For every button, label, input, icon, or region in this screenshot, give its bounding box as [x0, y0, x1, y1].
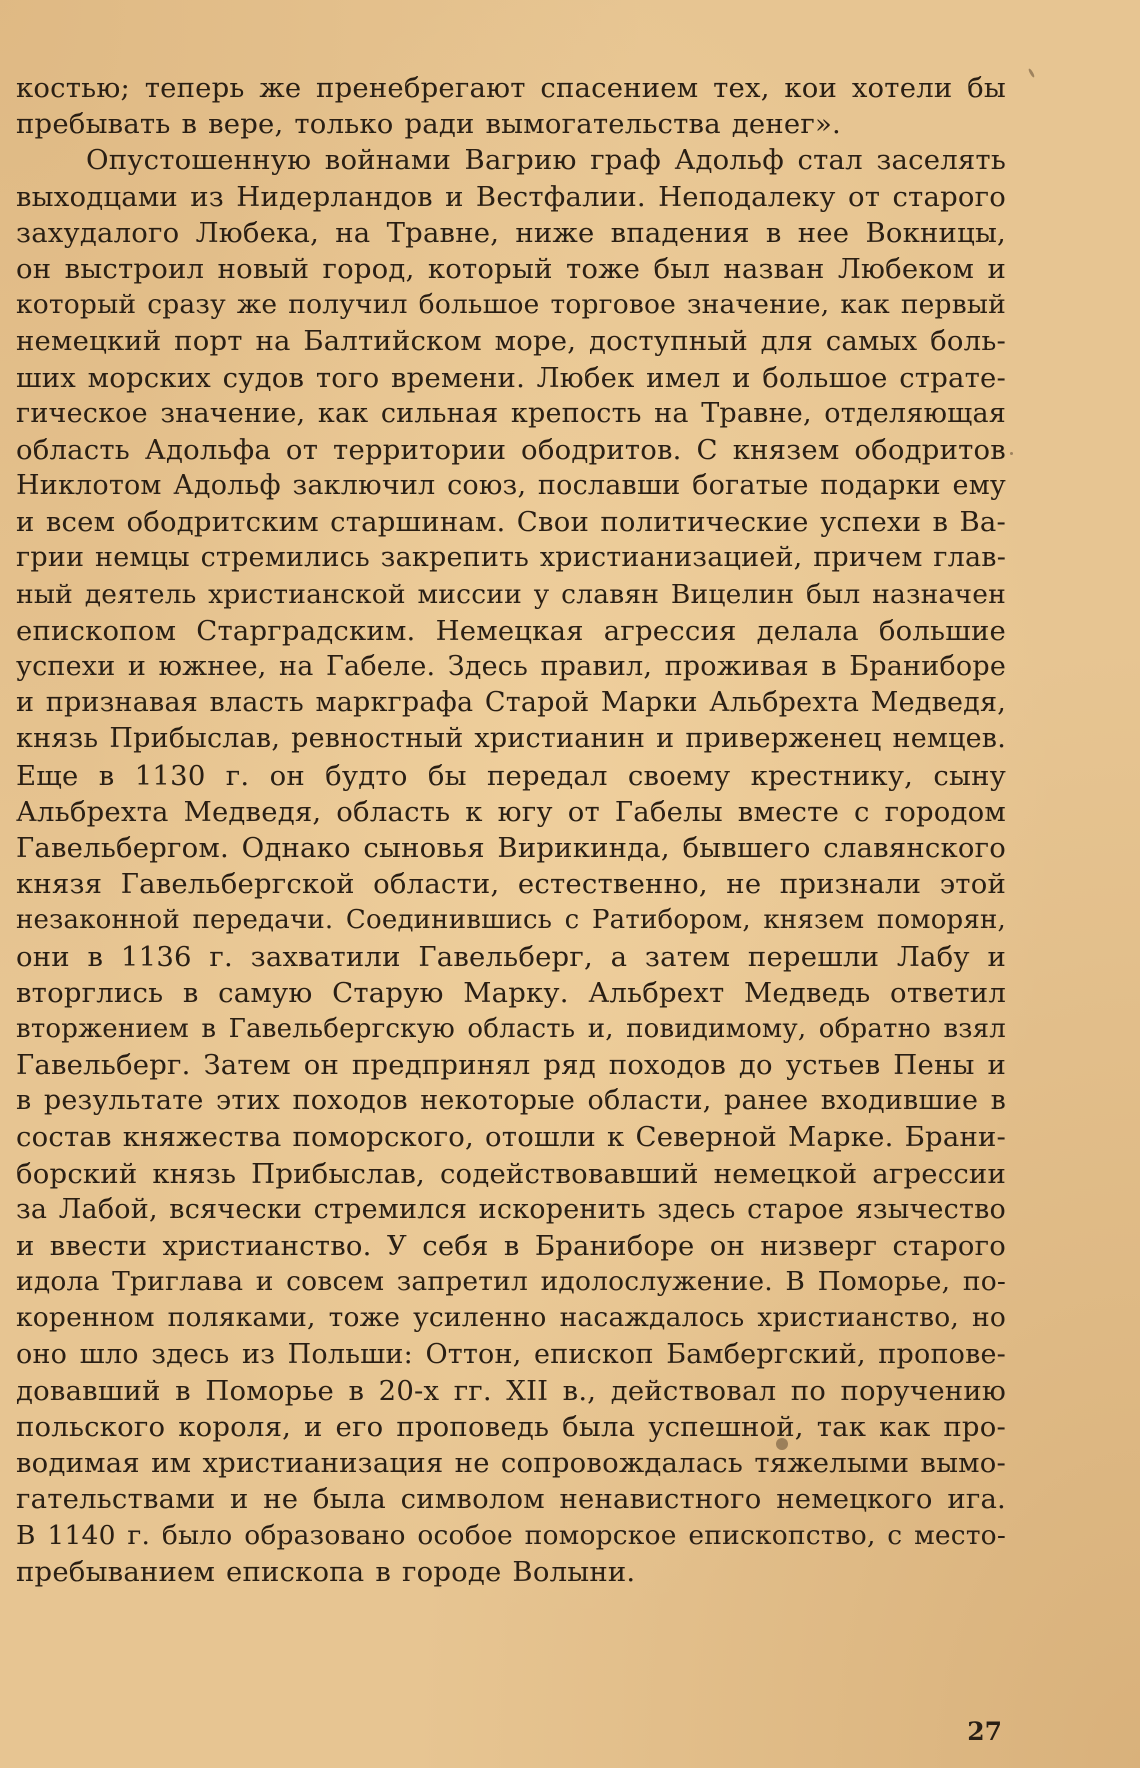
text-line: и всем ободритским старшинам. Свои политические успехи в Ва-: [16, 506, 1006, 539]
paper-speck: [1028, 68, 1036, 78]
text-line: князь Прибыслав, ревностный христианин и приверженец немцев.: [16, 723, 1006, 755]
text-line: довавший в Поморье в 20-х гг. XII в., действовал по поручению: [16, 1374, 1006, 1407]
text-line: гическое значение, как сильная крепость на Травне, отделяющая: [16, 397, 1006, 429]
text-line: водимая им христианизация не сопровождалась тяжелыми вымо-: [16, 1447, 1006, 1480]
text-line: гательствами и не была символом ненавистного немецкого ига.: [16, 1483, 1006, 1516]
text-line: вторглись в самую Старую Марку. Альбрехт Медведь ответил: [16, 976, 1006, 1009]
text-line: незаконной передачи. Соединившись с Ратибором, князем поморян,: [16, 905, 1006, 936]
text-line: идола Триглава и совсем запретил идолослужение. В Поморье, по-: [16, 1266, 1006, 1298]
text-line: пребывать в вере, только ради вымогательства денег».: [16, 108, 841, 141]
text-line: грии немцы стремились закрепить христианизацией, причем глав-: [16, 542, 1006, 574]
text-line: Никлотом Адольф заключил союз, пославши богатые подарки ему: [16, 470, 1006, 502]
text-line: борский князь Прибыслав, содействовавший немецкой агрессии: [16, 1157, 1006, 1190]
text-line: состав княжества поморского, отошли к Северной Марке. Брани-: [16, 1121, 1006, 1154]
page-number: 27: [967, 1717, 1002, 1746]
text-line: выходцами из Нидерландов и Вестфалии. Неподалеку от старого: [16, 180, 1006, 213]
text-line: область Адольфа от территории ободритов. С князем ободритов: [16, 433, 1006, 466]
text-line: Альбрехта Медведя, область к югу от Габелы вместе с городом: [16, 795, 1006, 828]
text-line: захудалого Любека, на Травне, ниже впадения в нее Вокницы,: [16, 216, 1006, 249]
text-line: ших морских судов того времени. Любек имел и большое страте-: [16, 361, 1006, 394]
text-line: костью; теперь же пренебрегают спасением тех, кои хотели бы: [16, 72, 1006, 104]
text-line: Опустошенную войнами Вагрию граф Адольф стал заселять: [86, 144, 1006, 177]
paper-speck: [1010, 452, 1013, 455]
text-line: они в 1136 г. захватили Гавельберг, а затем перешли Лабу и: [16, 940, 1006, 973]
text-line: немецкий порт на Балтийском море, доступный для самых боль-: [16, 325, 1006, 358]
text-line: Гавельберг. Затем он предпринял ряд походов до устьев Пены и: [16, 1049, 1006, 1082]
text-line: епископом Старградским. Немецкая агрессия делала большие: [16, 614, 1006, 647]
body-text: [16, 70, 1006, 1590]
text-line: который сразу же получил большое торговое значение, как первый: [16, 289, 1006, 321]
text-line: ный деятель христианской миссии у славян Вицелин был назначен: [16, 578, 1006, 610]
text-line: оно шло здесь из Польши: Оттон, епископ Бамбергский, пропове-: [16, 1338, 1006, 1370]
text-line: Еще в 1130 г. он будто бы передал своему крестнику, сыну: [16, 759, 1006, 792]
text-line: вторжением в Гавельбергскую область и, повидимому, обратно взял: [16, 1013, 1006, 1044]
text-line: польского короля, и его проповедь была успешной, так как про-: [16, 1410, 1006, 1443]
text-line: пребыванием епископа в городе Волыни.: [16, 1555, 636, 1588]
text-line: князя Гавельбергской области, естественно, не признали этой: [16, 868, 1006, 901]
text-line: и ввести христианство. У себя в Браниборе он низверг старого: [16, 1230, 1006, 1262]
text-line: коренном поляками, тоже усиленно насаждалось христианство, но: [16, 1302, 1006, 1334]
text-line: он выстроил новый город, который тоже был назван Любеком и: [16, 252, 1006, 285]
text-line: в результате этих походов некоторые области, ранее входившие в: [16, 1085, 1006, 1117]
text-line: В 1140 г. было образовано особое поморское епископство, с место-: [16, 1519, 1006, 1551]
text-line: и признавая власть маркграфа Старой Марки Альбрехта Медведя,: [16, 687, 1006, 719]
text-line: Гавельбергом. Однако сыновья Вирикинда, бывшего славянского: [16, 831, 1006, 864]
text-line: успехи и южнее, на Габеле. Здесь правил, проживая в Браниборе: [16, 651, 1006, 682]
text-line: за Лабой, всячески стремился искоренить здесь старое язычество: [16, 1193, 1006, 1225]
